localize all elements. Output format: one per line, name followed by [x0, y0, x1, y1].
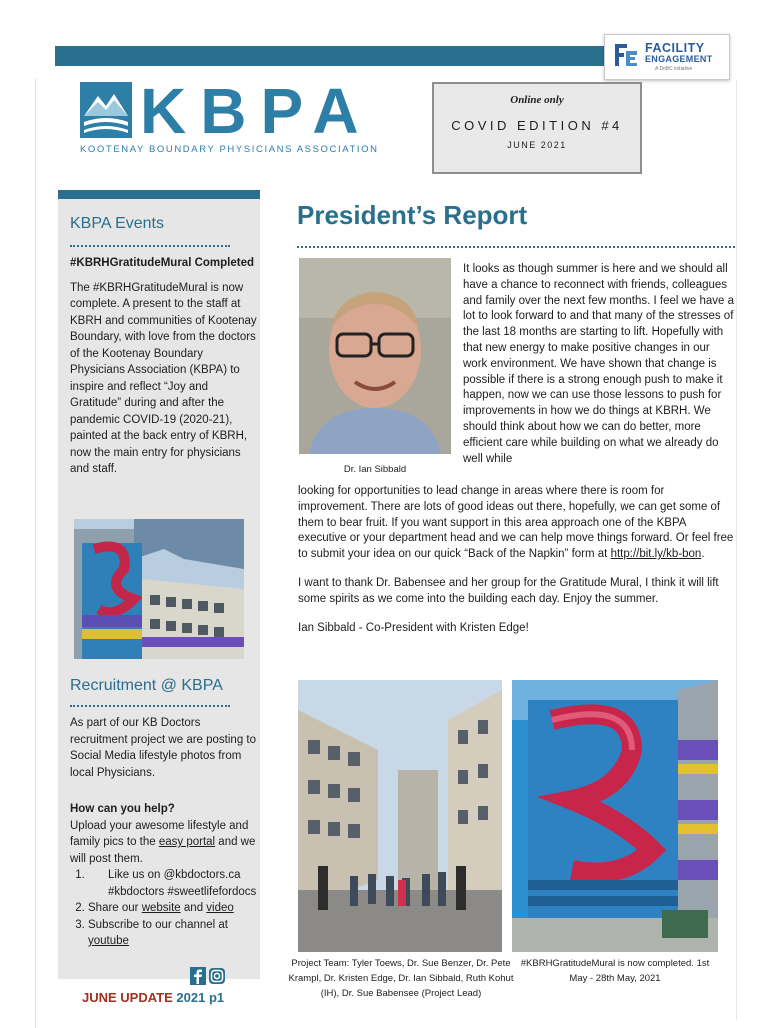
report-title: President’s Report — [297, 200, 528, 230]
facility-title: FACILITY — [645, 41, 705, 55]
footer — [82, 990, 224, 1005]
footer-update: JUNE UPDATE — [82, 990, 173, 1005]
sidebar — [58, 190, 260, 979]
help-heading: How can you help? — [70, 803, 175, 815]
help-list — [70, 867, 258, 950]
kbpa-mountain-logo-icon — [80, 82, 132, 138]
report-body — [298, 484, 736, 649]
president-portrait — [299, 258, 451, 454]
help-text — [70, 818, 258, 868]
mural-heading: #KBRHGratitudeMural Completed — [70, 257, 255, 269]
events-heading: KBPA Events — [70, 215, 164, 232]
youtube-link[interactable]: youtube — [88, 935, 129, 947]
team-photo-caption: Project Team: Tyler Toews, Dr. Sue Benzer, Dr. Pete Krampl, Dr. Kristen Edge, Dr. Ian Sibbald, Ruth Kohut (IH), Dr. Sue Babensee (Project Lead) — [288, 958, 514, 999]
recruitment-text: As part of our KB Doctors recruitment project we are posting to Social Media lifestyle photos from local Physicians. — [70, 717, 257, 779]
napkin-form-link[interactable]: http://bit.ly/kb-bon — [610, 548, 702, 561]
website-link[interactable]: website — [141, 902, 181, 914]
online-only-label: Online only — [510, 94, 564, 106]
recruitment-article — [70, 715, 258, 950]
facility-engagement-icon — [613, 41, 639, 69]
heading-divider — [70, 705, 230, 707]
report-paragraph: I want to thank Dr. Babensee and her group for the Gratitude Mural, I think it will lift some spirits as we come into the building each day. Enjoy the summer. — [298, 576, 719, 605]
mural-photo-caption: #KBRHGratitudeMural is now completed. 1st May - 28th May, 2021 — [520, 958, 710, 984]
footer-page: 2021 p1 — [176, 990, 225, 1005]
video-link[interactable]: video — [206, 902, 234, 914]
facility-subtitle: ENGAGEMENT — [645, 54, 713, 64]
report-paragraph — [298, 484, 736, 563]
project-team-photo — [298, 680, 502, 952]
list-item — [88, 917, 258, 950]
report-text: looking for opportunities to lead change in areas where there is room for improvement. There are lots of good ideas out there, hopefully, we can get some of them to bear fruit. If you want support in this area approach one of the KBPA executive or your department head and we can help move things forward. Or feel free to submit your idea on our quick “Back of the Napkin” form at — [298, 485, 734, 561]
page-margin-rule — [736, 80, 737, 1020]
list-text: and — [180, 902, 207, 914]
mural-text: The #KBRHGratitudeMural is now complete. A present to the staff at KBRH and communities of Kootenay Boundary, with love from the doctors of the Kootenay Boundary Physicians Association (KBPA) to inspire and reflect “Joy and Gratitude” during and after the pandemic COVID-19 (2020-21), painted at the back entry of KBRH, now the main entry for physicians and staff. — [70, 281, 257, 475]
list-text: Subscribe to our channel at — [88, 918, 229, 931]
gratitude-mural-photo — [512, 680, 718, 952]
report-divider — [297, 246, 735, 248]
recruitment-heading: Recruitment @ KBPA — [70, 677, 223, 694]
heading-divider — [70, 245, 230, 247]
help-text-part: Upload your awesome lifestyle and family pics to the — [70, 819, 249, 848]
edition-title: COVID EDITION #4 — [451, 118, 623, 133]
edition-box — [432, 82, 642, 174]
easy-portal-link[interactable]: easy portal — [158, 836, 216, 848]
help-text-part: and we will post them. — [70, 836, 256, 865]
facility-tagline: A DoBC initiative — [655, 66, 693, 72]
report-intro: It looks as though summer is here and we should all have a chance to reconnect with friends, colleagues and family over the next few months. I feel we have a lot to look forward to and that many of the stresses of the last 18 months are starting to lift. Hopefully with that new energy to make positive changes in our work environment. We have shown that change is possible if there is a strong enough push to make it happen, now we can use those lessons to push for improvements in how we do things at KBRH. We should think about how we can do better, more efficient care while building on what we already do well while — [463, 263, 735, 465]
edition-date: JUNE 2021 — [507, 140, 567, 150]
list-item: 1. Like us on @kbdoctors.ca #kbdoctors #sweetlifefordocs — [88, 867, 258, 900]
social-icons — [190, 967, 226, 985]
report-signature: Ian Sibbald - Co-President with Kristen Edge! — [298, 621, 529, 634]
mural-photo-small — [74, 519, 244, 659]
report-text: . — [701, 548, 705, 561]
list-text: Share our — [88, 902, 142, 914]
facility-engagement-logo — [604, 34, 730, 80]
list-item — [88, 900, 258, 917]
kbpa-full-name: KOOTENAY BOUNDARY PHYSICIANS ASSOCIATION — [80, 144, 379, 155]
kbpa-logo-text: KBPA — [140, 75, 373, 147]
mural-article — [70, 255, 258, 486]
page-margin-rule — [35, 78, 36, 1028]
portrait-caption: Dr. Ian Sibbald — [343, 464, 407, 475]
